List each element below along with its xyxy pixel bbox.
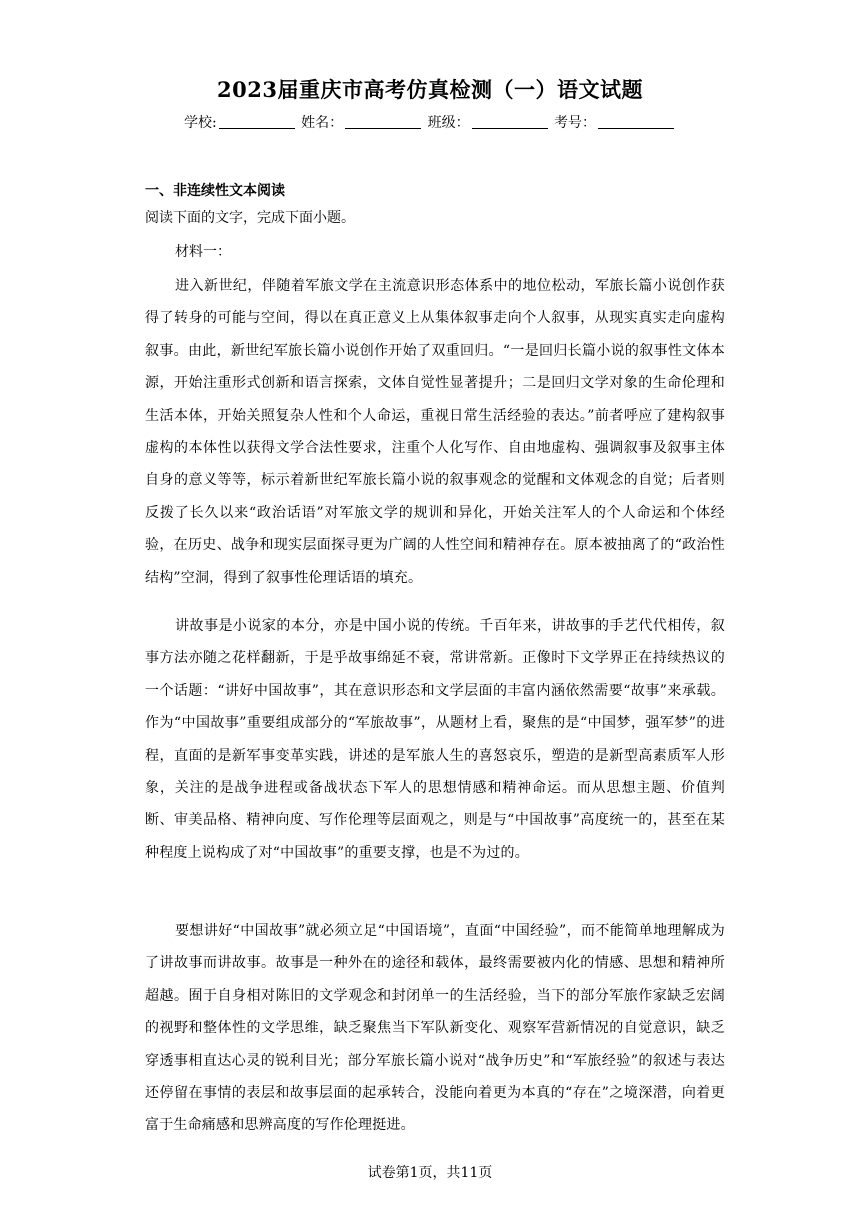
class-blank: [472, 114, 548, 129]
section-heading: 一、非连续性文本阅读: [145, 183, 285, 199]
paragraph-2: 讲故事是小说家的本分，亦是中国小说的传统。千百年来，讲故事的手艺代代相传，叙事方法亦随之花样翻新，于是乎故事绵延不衰，常讲常新。正像时下文学界正在持续热议的一个话题：“讲好中国故事”，其在意识形态和文学层面的丰富内涵依然需要“故事”来承载。作为“中国故事”重要组成部分的“军旅故事”，从题材上看，聚焦的是“中国梦，强军梦”的进程，直面的是新军事变革实践，讲述的是军旅人生的喜怒哀乐，塑造的是新型高素质军人形象，关注的是战争进程或备战状态下军人的思想情感和精神命运。而从思想主题、价值判断、审美品格、精神向度、写作伦理等层面观之，则是与“中国故事”高度统一的，甚至在某种程度上说构成了对“中国故事”的重要支撑，也是不为过的。: [145, 618, 725, 861]
number-blank: [598, 114, 674, 129]
page-title: 2023届重庆市高考仿真检测（一）语文试题: [217, 77, 643, 102]
section-instruction: 阅读下面的文字，完成下面小题。: [145, 210, 355, 226]
paragraph-1: 进入新世纪，伴随着军旅文学在主流意识形态体系中的地位松动，军旅长篇小说创作获得了转身的可能与空间，得以在真正意义上从集体叙事走向个人叙事，从现实真实走向虚构叙事。由此，新世纪军旅长篇小说创作开始了双重回归。“一是回归长篇小说的叙事性文体本源，开始注重形式创新和语言探索，文体自觉性显著提升；二是回归文学对象的生命伦理和生活本体，开始关照复杂人性和个人命运，重视日常生活经验的表达。”前者呼应了建构叙事虚构的本体性以获得文学合法性要求，注重个人化写作、自由地虚构、强调叙事及叙事主体自身的意义等等，标示着新世纪军旅长篇小说的叙事观念的觉醒和文体观念的自觉；后者则反拨了长久以来“政治话语”对军旅文学的规训和异化，开始关注军人的个人命运和个体经验，在历史、战争和现实层面探寻更为广阔的人性空间和精神存在。原本被抽离了的“政治性结构”空洞，得到了叙事性伦理话语的填充。: [145, 278, 725, 586]
school-label: 学校:: [183, 115, 217, 131]
paragraph-3: 要想讲好“中国故事”就必须立足“中国语境”，直面“中国经验”，而不能简单地理解成为了讲故事而讲故事。故事是一种外在的途径和载体，最终需要被内化的情感、思想和精神所超越。囿于自身相对陈旧的文学观念和封闭单一的生活经验，当下的部分军旅作家缺乏宏阔的视野和整体性的文学思维，缺乏聚焦当下军队新变化、观察军营新情况的自觉意识，缺乏穿透事相直达心灵的锐利目光；部分军旅长篇小说对“战争历史”和“军旅经验”的叙述与表达还停留在事情的表层和故事层面的起承转合，没能向着更为本真的“存在”之境深潜，向着更富于生命痛感和思辨高度的写作伦理挺进。: [145, 923, 725, 1134]
name-blank: [345, 114, 421, 129]
name-label: 姓名：: [301, 115, 344, 131]
material-label: 材料一：: [175, 244, 231, 260]
number-label: 考号：: [554, 115, 597, 131]
school-blank: [219, 114, 295, 129]
page-footer: 试卷第1页，共11页: [367, 1165, 493, 1181]
class-label: 班级：: [427, 115, 470, 131]
student-info-line: [0, 112, 860, 132]
